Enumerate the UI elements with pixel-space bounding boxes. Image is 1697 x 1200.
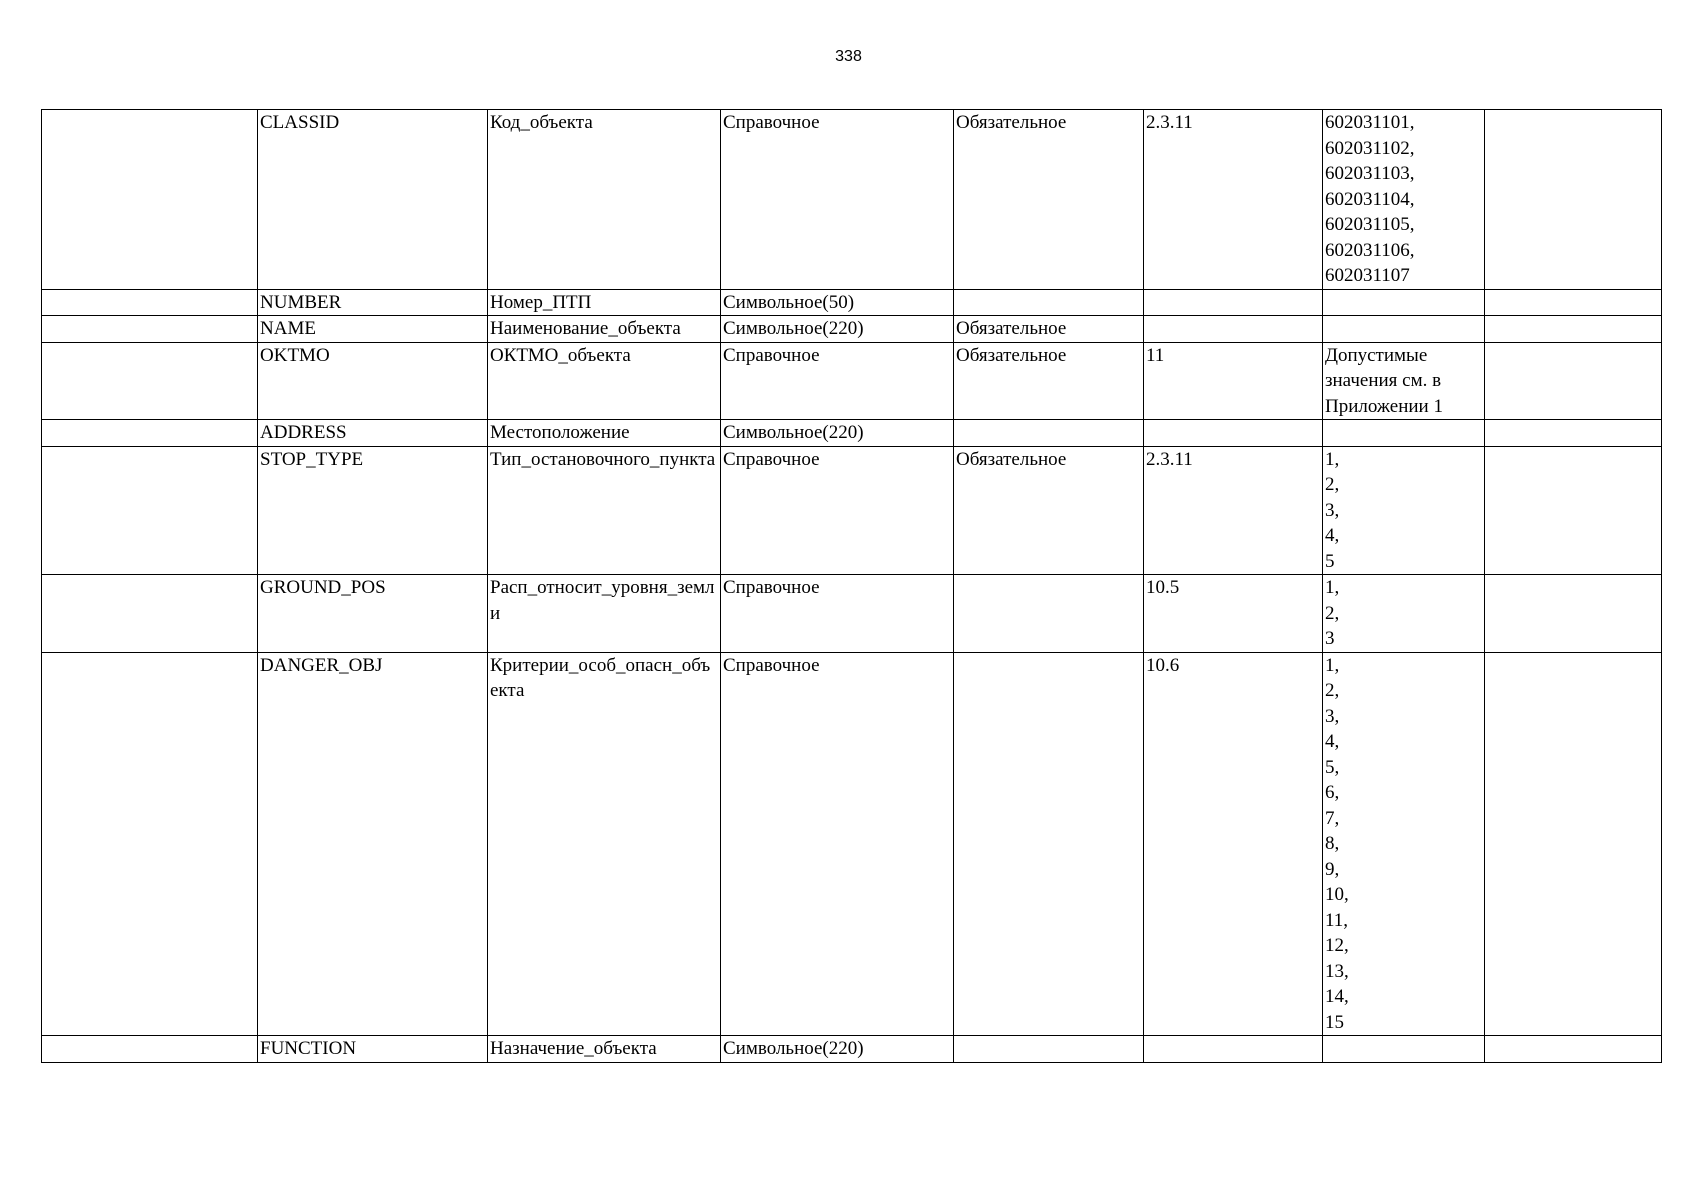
note-cell bbox=[1485, 289, 1662, 316]
attribute-label-cell: Наименование_объекта bbox=[488, 316, 721, 343]
attribute-label-cell: Расп_относит_уровня_земли bbox=[488, 575, 721, 653]
data-type-cell: Справочное bbox=[721, 342, 954, 420]
allowed-values-cell bbox=[1323, 1036, 1485, 1063]
group-cell bbox=[42, 575, 258, 653]
attribute-label-cell: Код_объекта bbox=[488, 110, 721, 290]
table-body bbox=[42, 110, 1662, 1063]
reference-cell bbox=[1144, 289, 1323, 316]
attribute-name-cell: CLASSID bbox=[258, 110, 488, 290]
allowed-values-cell: 602031101, 602031102, 602031103, 602031104, 602031105, 602031106, 602031107 bbox=[1323, 110, 1485, 290]
group-cell bbox=[42, 289, 258, 316]
allowed-values-cell bbox=[1323, 420, 1485, 447]
attribute-label-cell: Назначение_объекта bbox=[488, 1036, 721, 1063]
reference-cell: 2.3.11 bbox=[1144, 446, 1323, 575]
attribute-name-cell: ADDRESS bbox=[258, 420, 488, 447]
attribute-name-cell: NUMBER bbox=[258, 289, 488, 316]
required-cell: Обязательное bbox=[954, 446, 1144, 575]
note-cell bbox=[1485, 110, 1662, 290]
required-cell: Обязательное bbox=[954, 110, 1144, 290]
attribute-label-cell: Номер_ПТП bbox=[488, 289, 721, 316]
group-cell bbox=[42, 446, 258, 575]
data-type-cell: Справочное bbox=[721, 652, 954, 1036]
reference-cell bbox=[1144, 316, 1323, 343]
attribute-label-cell: ОКТМО_объекта bbox=[488, 342, 721, 420]
group-cell bbox=[42, 342, 258, 420]
note-cell bbox=[1485, 652, 1662, 1036]
data-type-cell: Справочное bbox=[721, 110, 954, 290]
attribute-name-cell: FUNCTION bbox=[258, 1036, 488, 1063]
allowed-values-cell: 1, 2, 3, 4, 5 bbox=[1323, 446, 1485, 575]
required-cell bbox=[954, 575, 1144, 653]
data-type-cell: Символьное(220) bbox=[721, 420, 954, 447]
required-cell bbox=[954, 289, 1144, 316]
table-row bbox=[42, 446, 1662, 575]
reference-cell: 10.6 bbox=[1144, 652, 1323, 1036]
note-cell bbox=[1485, 446, 1662, 575]
group-cell bbox=[42, 110, 258, 290]
required-cell bbox=[954, 652, 1144, 1036]
allowed-values-cell: 1, 2, 3 bbox=[1323, 575, 1485, 653]
data-type-cell: Символьное(50) bbox=[721, 289, 954, 316]
table-row bbox=[42, 575, 1662, 653]
reference-cell: 2.3.11 bbox=[1144, 110, 1323, 290]
reference-cell bbox=[1144, 420, 1323, 447]
table-row bbox=[42, 316, 1662, 343]
attribute-name-cell: STOP_TYPE bbox=[258, 446, 488, 575]
attribute-name-cell: NAME bbox=[258, 316, 488, 343]
reference-cell: 11 bbox=[1144, 342, 1323, 420]
allowed-values-cell bbox=[1323, 316, 1485, 343]
page-number: 338 bbox=[835, 48, 862, 65]
allowed-values-cell: 1, 2, 3, 4, 5, 6, 7, 8, 9, 10, 11, 12, 13, 14, 15 bbox=[1323, 652, 1485, 1036]
attribute-table bbox=[41, 109, 1662, 1063]
attribute-name-cell: GROUND_POS bbox=[258, 575, 488, 653]
table-row bbox=[42, 652, 1662, 1036]
allowed-values-cell bbox=[1323, 289, 1485, 316]
required-cell bbox=[954, 1036, 1144, 1063]
note-cell bbox=[1485, 316, 1662, 343]
data-type-cell: Символьное(220) bbox=[721, 316, 954, 343]
group-cell bbox=[42, 316, 258, 343]
required-cell: Обязательное bbox=[954, 316, 1144, 343]
reference-cell: 10.5 bbox=[1144, 575, 1323, 653]
table-row bbox=[42, 1036, 1662, 1063]
allowed-values-cell: Допустимые значения см. в Приложении 1 bbox=[1323, 342, 1485, 420]
attribute-label-cell: Критерии_особ_опасн_объекта bbox=[488, 652, 721, 1036]
group-cell bbox=[42, 1036, 258, 1063]
required-cell bbox=[954, 420, 1144, 447]
attribute-name-cell: OKTMO bbox=[258, 342, 488, 420]
reference-cell bbox=[1144, 1036, 1323, 1063]
group-cell bbox=[42, 652, 258, 1036]
table-row bbox=[42, 342, 1662, 420]
group-cell bbox=[42, 420, 258, 447]
table-row bbox=[42, 420, 1662, 447]
table-row bbox=[42, 110, 1662, 290]
table-row bbox=[42, 289, 1662, 316]
attribute-label-cell: Тип_остановочного_пункта bbox=[488, 446, 721, 575]
data-type-cell: Справочное bbox=[721, 446, 954, 575]
required-cell: Обязательное bbox=[954, 342, 1144, 420]
note-cell bbox=[1485, 1036, 1662, 1063]
data-type-cell: Символьное(220) bbox=[721, 1036, 954, 1063]
note-cell bbox=[1485, 420, 1662, 447]
attribute-name-cell: DANGER_OBJ bbox=[258, 652, 488, 1036]
data-type-cell: Справочное bbox=[721, 575, 954, 653]
attribute-label-cell: Местоположение bbox=[488, 420, 721, 447]
note-cell bbox=[1485, 575, 1662, 653]
note-cell bbox=[1485, 342, 1662, 420]
